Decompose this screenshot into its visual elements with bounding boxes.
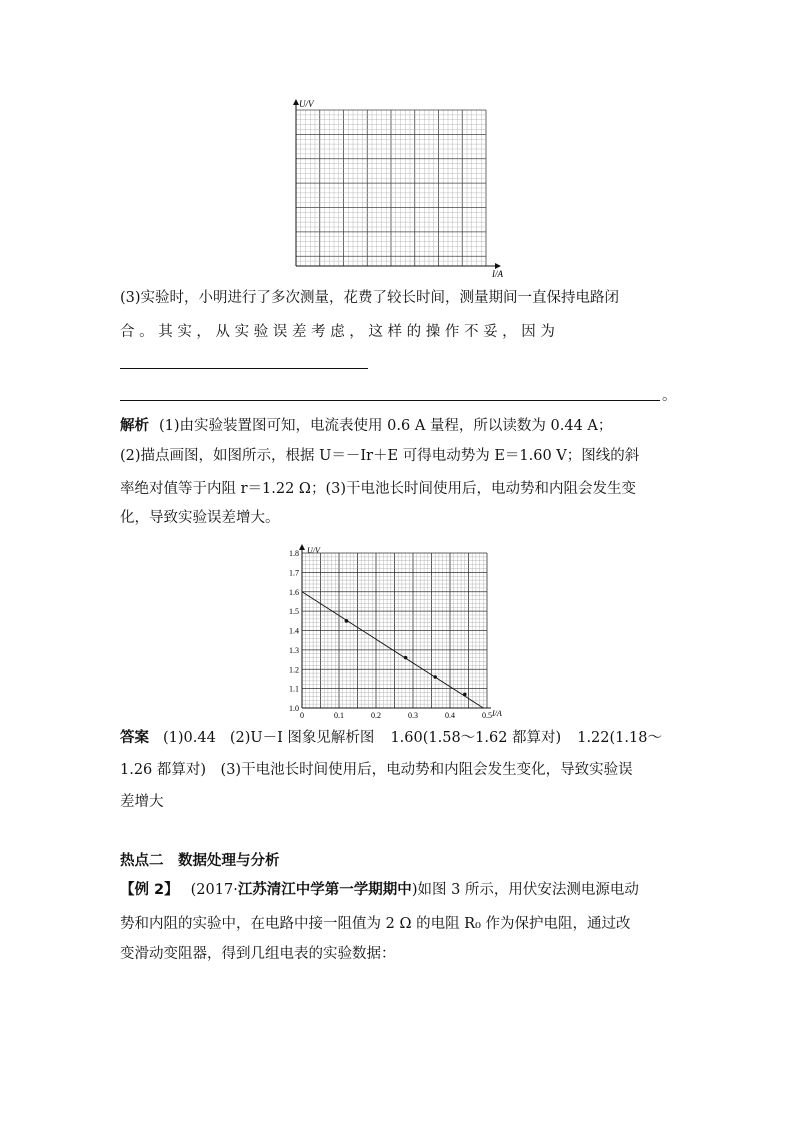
answer-line-1: [120, 728, 662, 748]
x-tick-label: 0.4: [445, 711, 455, 720]
y-tick-label: 1.8: [289, 549, 299, 558]
analysis-line-4: 化，导致实验误差增大。: [120, 510, 280, 526]
answer-part-2: (2)U－I 图象见解析图: [229, 730, 375, 746]
u-i-chart: [280, 544, 520, 720]
y-tick-label: 1.7: [289, 568, 299, 578]
analysis-line-2: (2)描点画图，如图所示，根据 U＝－Ir＋E 可得电动势为 E＝1.60 V；图线的斜: [120, 448, 640, 464]
analysis-line-3: 率绝对值等于内阻 r＝1.22 Ω；(3)干电池长时间使用后，电动势和内阻会发生变: [120, 481, 636, 497]
question-3-line-2: 合 。 其 实 ， 从 实 验 误 差 考 虑 ， 这 样 的 操 作 不 妥 ， 因 为: [120, 324, 555, 340]
example-line-1-rest: )如图 3 所示，用伏安法测电源电动: [411, 882, 639, 898]
x-tick-label: 0.1: [334, 711, 344, 720]
analysis-text-1: (1)由实验装置图可知，电流表使用 0.6 A 量程，所以读数为 0.44 A；: [159, 418, 613, 434]
answer-line-2: 1.26 都算对) (3)干电池长时间使用后，电动势和内阻会发生变化，导致实验误: [120, 762, 633, 778]
answer-part-3: 1.60(1.58～1.62 都算对): [390, 730, 562, 746]
x-tick-label: 0.3: [408, 711, 418, 720]
blank-grid: [293, 99, 501, 269]
example-line-1: [120, 880, 639, 900]
question-3-end-mark: 。: [662, 388, 677, 404]
analysis-label: 解析: [120, 418, 149, 434]
answer-blank-line-2: [120, 400, 660, 401]
blank-graph-x-label: I/A: [492, 269, 503, 279]
x-tick-label: 0.2: [371, 711, 381, 720]
y-tick-label: 1.4: [289, 626, 299, 636]
answer-line-3: 差增大: [120, 794, 164, 810]
y-axis-arrow: [299, 544, 305, 550]
answer-part-4: 1.22(1.18～: [577, 730, 662, 746]
answer-label: 答案: [120, 730, 149, 746]
example-tag: 【例 2】: [120, 882, 179, 898]
y-tick-label: 1.1: [289, 684, 299, 694]
example-line-3: 变滑动变阻器，得到几组电表的实验数据：: [120, 946, 396, 962]
x-tick-label: 0: [300, 711, 304, 720]
y-tick-label: 1.6: [289, 587, 299, 597]
blank-graph-figure: [286, 96, 516, 281]
chart-x-axis-label: I/A: [492, 709, 502, 718]
y-tick-label: 1.3: [289, 645, 299, 655]
answer-part-1: (1)0.44: [163, 730, 216, 746]
y-tick-label: 1.2: [289, 665, 299, 675]
analysis-line-1: [120, 416, 612, 436]
example-source-name: 江苏清江中学第一学期期中: [237, 882, 412, 898]
example-source-open: (2017·: [190, 882, 238, 898]
y-tick-label: 1.0: [289, 704, 299, 713]
section-heading: 热点二 数据处理与分析: [120, 853, 280, 869]
example-line-2: 势和内阻的实验中，在电路中接一阻值为 2 Ω 的电阻 R₀ 作为保护电阻，通过改: [120, 916, 631, 932]
u-i-chart-grid: [302, 553, 487, 708]
data-point: [463, 693, 467, 697]
chart-y-axis-label: U/V: [307, 546, 320, 555]
blank-graph-y-label: U/V: [299, 99, 314, 109]
data-point: [404, 656, 408, 660]
answer-blank-line-1: [120, 368, 368, 369]
y-tick-label: 1.5: [289, 607, 299, 617]
question-3-line-1: (3)实验时，小明进行了多次测量，花费了较长时间，测量期间一直保持电路闭: [120, 290, 620, 306]
data-point: [433, 675, 437, 679]
data-point: [345, 619, 349, 623]
x-tick-label: 0.5: [482, 711, 492, 720]
